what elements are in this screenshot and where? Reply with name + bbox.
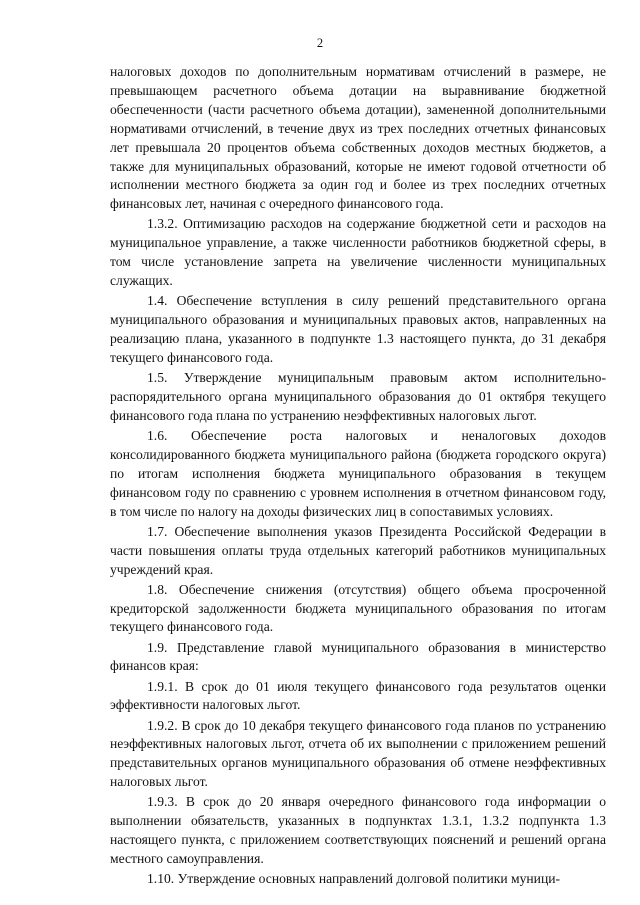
paragraph-1-4: 1.4. Обеспечение вступления в силу решений представительного органа муниципального образования и муниципальных правовых актов, направленных на реализацию плана, указанного в подпункте 1.3 настоящего пункта, до 31 декабря текущего финансового года. bbox=[110, 293, 606, 365]
paragraph-1-7: 1.7. Обеспечение выполнения указов Президента Российской Федерации в части повышения оплаты труда отдельных категорий работников муниципальных учреждений края. bbox=[110, 523, 606, 577]
paragraph-1-9-1: 1.9.1. В срок до 01 июля текущего финансового года результатов оценки эффективности налоговых льгот. bbox=[110, 678, 606, 713]
paragraph-1-8: 1.8. Обеспечение снижения (отсутствия) общего объема просроченной кредиторской задолженности бюджета муниципального образования по итогам текущего финансового года. bbox=[110, 581, 606, 635]
paragraph-1-6: 1.6. Обеспечение роста налоговых и неналоговых доходов консолидированного бюджета муниципального района (бюджета городского округа) по итогам исполнения бюджета муниципального образования в текущем финансовом году по сравнению с уровнем исполнения в отчетном финансовом году, в том числе по налогу на доходы физических лиц в сопоставимых условиях. bbox=[110, 427, 606, 519]
paragraph-1-9-2: 1.9.2. В срок до 10 декабря текущего финансового года планов по устранению неэффективных налоговых льгот, отчета об их выполнении с приложением решений представительных органов муниципального образования об отмене неэффективных налоговых льгот. bbox=[110, 717, 606, 790]
paragraph-1-5: 1.5. Утверждение муниципальным правовым актом исполнительно-распорядительного органа муниципального образования до 01 октября текущего финансового года плана по устранению неэффективных налоговых льгот. bbox=[110, 370, 606, 423]
paragraph-1-9: 1.9. Представление главой муниципального образования в министерство финансов края: bbox=[110, 639, 606, 674]
paragraph-continuation: налоговых доходов по дополнительным нормативам отчислений в размере, не превышающем расчетного объема дотации на выравнивание бюджетной обеспеченности (части расчетного объема дотации), замененной дополнительными нормативами отчислений, в течение двух из трех последних отчетных финансовых лет превышала 20 процентов объема собственных доходов местных бюджетов, а также для муниципальных образований, которые не имеют годовой отчетности об исполнении местного бюджета за один год и более из трех последних отчетных финансовых лет, начиная с очередного финансового года. bbox=[110, 64, 606, 212]
paragraph-1-9-3: 1.9.3. В срок до 20 января очередного финансового года информации о выполнении обязательств, указанных в подпунктах 1.3.1, 1.3.2 подпункта 1.3 настоящего пункта, с приложением соответствующих пояснений и решений органа местного самоуправления. bbox=[110, 794, 606, 867]
document-body bbox=[110, 63, 606, 889]
paragraph-1-3-2: 1.3.2. Оптимизацию расходов на содержание бюджетной сети и расходов на муниципальное управление, а также численности работников бюджетной сферы, в том числе установление запрета на увеличение численности муниципальных служащих. bbox=[110, 216, 606, 289]
paragraph-1-10: 1.10. Утверждение основных направлений долговой политики муници- bbox=[147, 871, 561, 887]
page-number: 2 bbox=[316, 36, 324, 50]
